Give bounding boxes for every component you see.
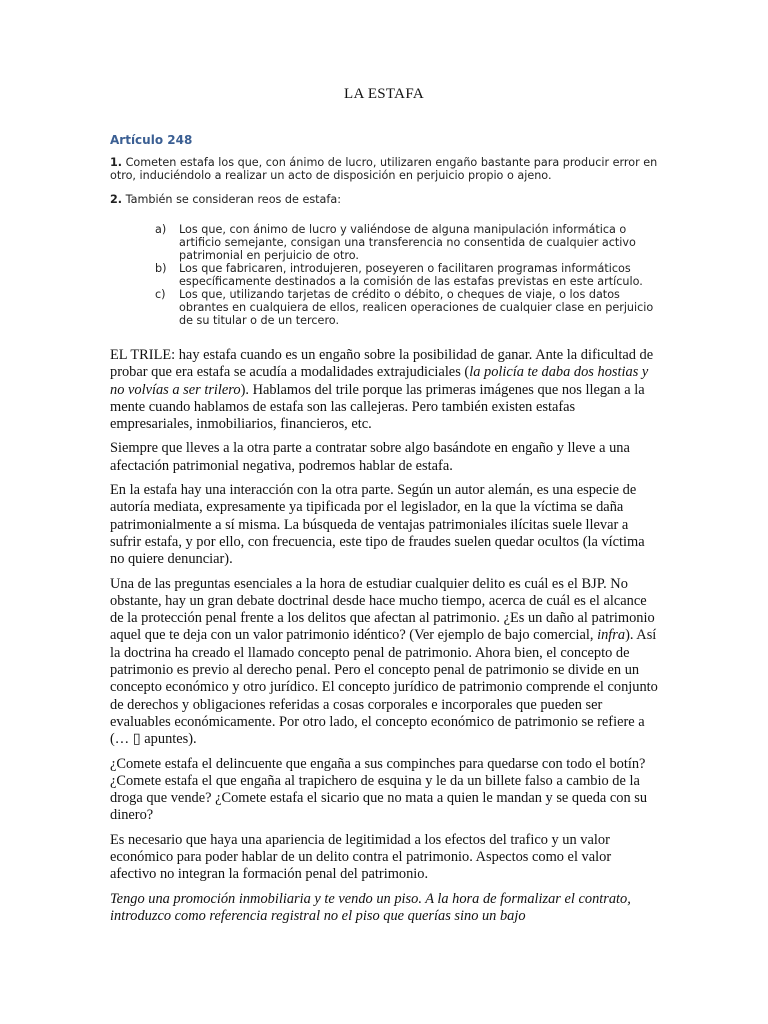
article-item-text: Cometen estafa los que, con ánimo de lucro, utilizaren engaño bastante para producir error en otro, induciéndolo a realizar un acto de disposición en perjuicio propio o ajeno. bbox=[110, 156, 658, 182]
paragraph-bjp bbox=[110, 576, 658, 749]
document-title: LA ESTAFA bbox=[344, 86, 424, 102]
list-item bbox=[155, 288, 665, 327]
paragraph-example bbox=[110, 891, 658, 926]
article-item-1 bbox=[110, 156, 658, 182]
paragraph-italic-text: infra bbox=[597, 627, 626, 644]
paragraph-text: EL TRILE: hay estafa cuando es un engaño sobre la posibilidad de ganar. Ante la dificultad de probar que era estafa se acudía a modalidades extrajudiciales ( bbox=[110, 347, 654, 381]
paragraph-trile bbox=[110, 347, 658, 433]
article-item-number: 1. bbox=[110, 156, 123, 169]
paragraph-text: Una de las preguntas esenciales a la hora de estudiar cualquier delito es cuál es el BJP. No obstante, hay un gran debate doctrinal desde hace mucho tiempo, acerca de cuál es el alcance de la protección penal frente a los delitos que afectan al patrimonio. ¿Es un daño al patrimonio aquel que te deja con un valor patrimonio idéntico? (Ver ejemplo de bajo comercial, bbox=[110, 575, 655, 644]
body-text bbox=[110, 347, 658, 932]
list-item-letter: a) bbox=[155, 223, 167, 236]
list-item bbox=[155, 262, 665, 288]
list-item-letter: c) bbox=[155, 288, 166, 301]
article-item-text: También se consideran reos de estafa: bbox=[122, 193, 341, 206]
article-sublist bbox=[155, 223, 665, 327]
list-item-text: Los que, utilizando tarjetas de crédito o débito, o cheques de viaje, o los datos obrantes en cualquiera de ellos, realicen operaciones de cualquier clase en perjuicio de su titular o de un tercero. bbox=[179, 288, 654, 327]
paragraph-italic-text: la policía te daba dos hostias y no volvías a ser trilero bbox=[110, 364, 649, 398]
paragraph-interaction: En la estafa hay una interacción con la otra parte. Según un autor alemán, es una especie de autoría mediata, expresamente ya tipificada por el legislador, en la que la víctima se daña patrimonialmente a sí misma. La búsqueda de ventajas patrimoniales ilícitas suele llevar a sufrir estafa, y por ello, con frecuencia, este tipo de fraudes suelen quedar ocultos (la víctima no quiere denunciar). bbox=[110, 482, 645, 568]
list-item-letter: b) bbox=[155, 262, 167, 275]
article-item-2 bbox=[110, 193, 658, 206]
article-heading: Artículo 248 bbox=[110, 133, 193, 147]
paragraph-italic-text: Tengo una promoción inmobiliaria y te vendo un piso. A la hora de formalizar el contrato, introduzco como referencia registral no el piso que querías sino un bajo bbox=[110, 890, 631, 924]
paragraph-legitimacy: Es necesario que haya una apariencia de legitimidad a los efectos del trafico y un valor económico para poder hablar de un delito contra el patrimonio. Aspectos como el valor afectivo no integran la formación penal del patrimonio. bbox=[110, 831, 612, 883]
paragraph-questions: ¿Comete estafa el delincuente que engaña a sus compinches para quedarse con todo el botín? ¿Comete estafa el que engaña al trapichero de esquina y le da un billete falso a cambio de la droga que vende? ¿Comete estafa el sicario que no mata a quien le mandan y se queda con su dinero? bbox=[110, 755, 648, 824]
list-item-text: Los que fabricaren, introdujeren, poseyeren o facilitaren programas informáticos específicamente destinados a la comisión de las estafas previstas en este artículo. bbox=[179, 262, 643, 288]
paragraph-text: ). Hablamos del trile porque las primeras imágenes que nos llegan a la mente cuando hablamos de estafa son las callejeras. Pero también existen estafas empresariales, inmobiliarios, financieros, etc. bbox=[110, 381, 645, 433]
list-item bbox=[155, 223, 665, 262]
paragraph-contract: Siempre que lleves a la otra parte a contratar sobre algo basándote en engaño y lleve a una afectación patrimonial negativa, podremos hablar de estafa. bbox=[110, 440, 630, 474]
list-item-text: Los que, con ánimo de lucro y valiéndose de alguna manipulación informática o artificio semejante, consigan una transferencia no consentida de cualquier activo patrimonial en perjuicio de otro. bbox=[179, 223, 636, 262]
article-item-number: 2. bbox=[110, 193, 123, 206]
paragraph-text: ). Así la doctrina ha creado el llamado concepto penal de patrimonio. Ahora bien, el concepto de patrimonio es previo al derecho penal. Pero el concepto penal de patrimonio se divide en un concepto económico y otro jurídico. El concepto jurídico de patrimonio comprende el conjunto de derechos y obligaciones referidas a cosas corporales e incorporales que pueden ser evaluables económicamente. Por otro lado, el concepto económico de patrimonio se refiere a (… ▯ apuntes). bbox=[110, 627, 658, 748]
